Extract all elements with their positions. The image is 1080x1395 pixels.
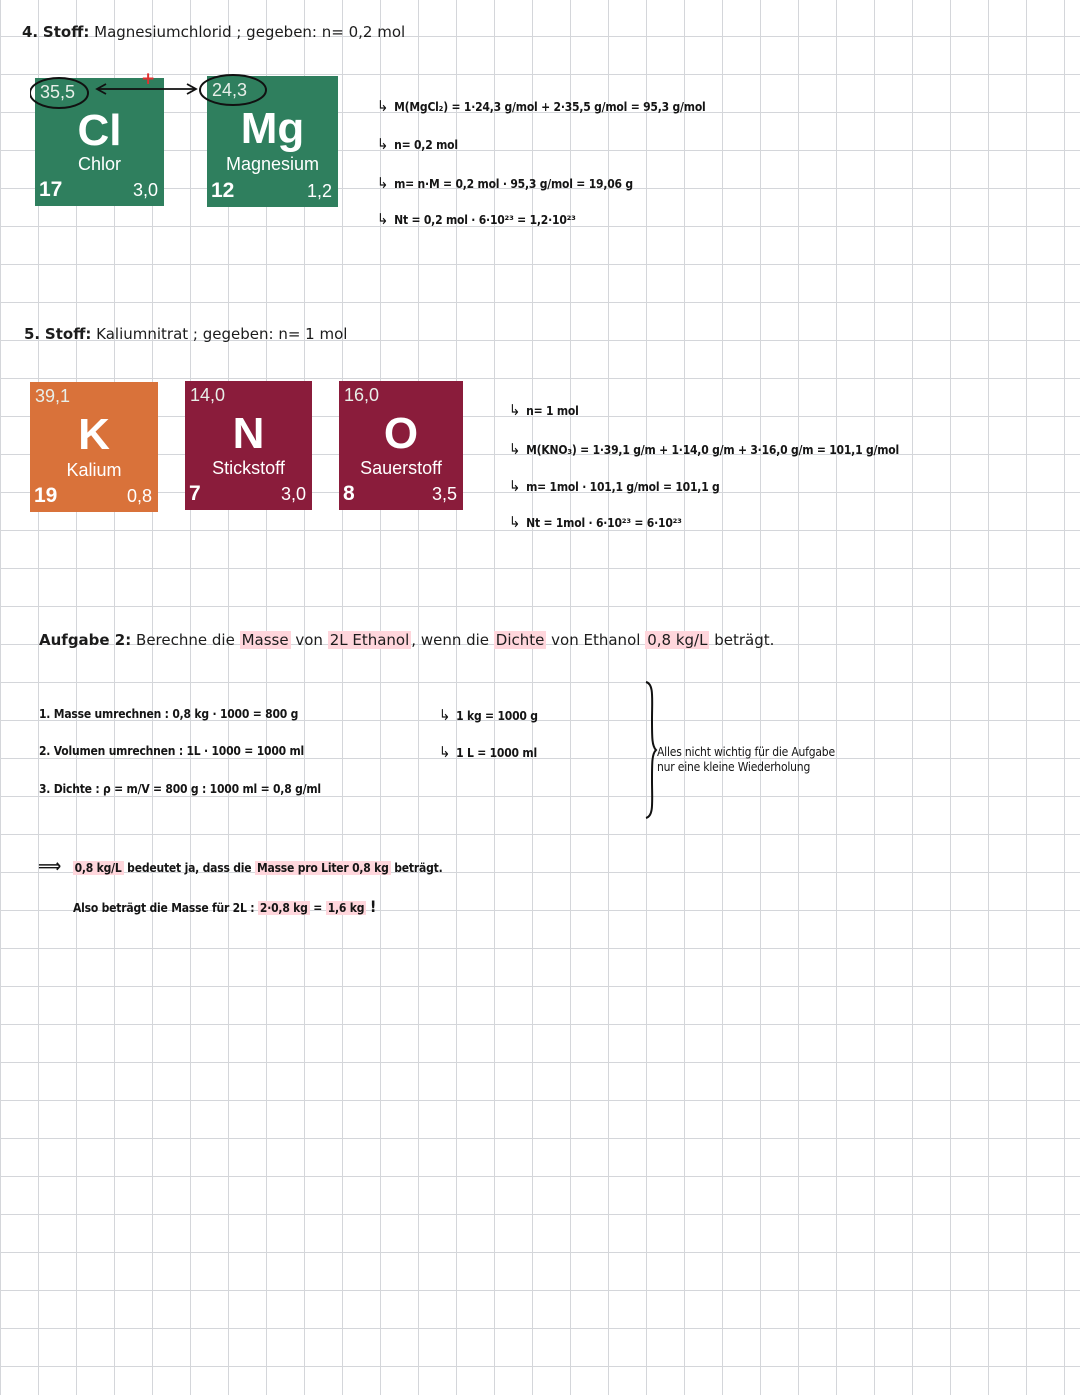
hook-arrow-icon: ↳ (509, 477, 521, 495)
calc-line: ↳ M(MgCl₂) = 1·24,3 g/mol + 2·35,5 g/mol = 95,3 g/mol (377, 97, 706, 115)
element-name: Sauerstoff (360, 458, 442, 478)
element-name: Kalium (66, 460, 122, 480)
element-tile-nitrogen (185, 381, 312, 510)
element-symbol: Cl (77, 106, 122, 155)
element-name: Chlor (77, 154, 121, 174)
atomic-mass: 39,1 (35, 386, 71, 406)
element-tile-oxygen (339, 381, 463, 510)
hook-arrow-icon: ↳ (509, 440, 521, 458)
conclusion-line: ⟹ 0,8 kg/L bedeutet ja, dass die Masse pro Liter 0,8 kg beträgt. (38, 856, 443, 877)
element-symbol: O (383, 409, 419, 458)
step-line: 3. Dichte : ρ = m/V = 800 g : 1000 ml = 0,8 g/ml (39, 782, 321, 796)
electronegativity: 3,5 (431, 484, 457, 504)
atomic-number: 19 (34, 484, 58, 507)
calc-line: ↳ m= n·M = 0,2 mol · 95,3 g/mol = 19,06 g (377, 174, 633, 192)
hook-arrow-icon: ↳ (509, 513, 521, 531)
atomic-number: 17 (39, 178, 63, 201)
electronegativity: 0,8 (126, 486, 152, 506)
atomic-number: 8 (343, 482, 355, 505)
hook-arrow-icon: ↳ (377, 210, 389, 228)
hook-arrow-icon: ↳ (377, 97, 389, 115)
plus-sign: + (141, 69, 156, 89)
electronegativity: 3,0 (280, 484, 306, 504)
side-note: Alles nicht wichtig für die Aufgabe nur eine kleine Wiederholung (657, 745, 835, 774)
calc-line: ↳ M(KNO₃) = 1·39,1 g/m + 1·14,0 g/m + 3·16,0 g/m = 101,1 g/mol (509, 440, 899, 458)
calc-line: ↳ Nt = 0,2 mol · 6·10²³ = 1,2·10²³ (377, 210, 576, 228)
element-symbol: K (78, 410, 110, 459)
implies-arrow-icon: ⟹ (38, 856, 62, 877)
calc-line: ↳ Nt = 1mol · 6·10²³ = 6·10²³ (509, 513, 682, 531)
section-5-heading: 5. Stoff: Kaliumnitrat ; gegeben: n= 1 mol (24, 325, 348, 343)
electronegativity: 1,2 (306, 181, 332, 201)
calc-line: ↳ m= 1mol · 101,1 g/mol = 101,1 g (509, 477, 720, 495)
atomic-mass: 35,5 (40, 82, 76, 102)
answer-line: Also beträgt die Masse für 2L : 2·0,8 kg = 1,6 kg ! (73, 897, 377, 916)
hook-arrow-icon: ↳ (377, 135, 389, 153)
electronegativity: 3,0 (132, 180, 158, 200)
hook-arrow-icon: ↳ (509, 401, 521, 419)
element-symbol: N (232, 409, 265, 458)
conversion-line: ↳ 1 kg = 1000 g (439, 706, 538, 724)
calc-line: ↳ n= 0,2 mol (377, 135, 458, 153)
element-symbol: Mg (240, 104, 305, 153)
hook-arrow-icon: ↳ (439, 706, 451, 724)
element-name: Stickstoff (212, 458, 285, 478)
atomic-mass: 14,0 (190, 385, 226, 405)
atomic-mass: 16,0 (344, 385, 380, 405)
atomic-mass: 24,3 (212, 80, 248, 100)
atomic-number: 12 (211, 179, 235, 202)
atomic-number: 7 (189, 482, 201, 505)
conversion-line: ↳ 1 L = 1000 ml (439, 743, 537, 761)
element-tile-potassium (30, 382, 158, 512)
step-line: 1. Masse umrechnen : 0,8 kg · 1000 = 800 g (39, 707, 299, 721)
task-2-prompt: Aufgabe 2: Berechne die Masse von 2L Ethanol , wenn die Dichte von Ethanol 0,8 kg/L beträgt. (39, 631, 775, 649)
hook-arrow-icon: ↳ (377, 174, 389, 192)
element-name: Magnesium (225, 154, 320, 174)
section-4-heading: 4. Stoff: Magnesiumchlorid ; gegeben: n= 0,2 mol (22, 23, 406, 41)
step-line: 2. Volumen umrechnen : 1L · 1000 = 1000 ml (39, 744, 305, 758)
hook-arrow-icon: ↳ (439, 743, 451, 761)
calc-line: ↳ n= 1 mol (509, 401, 579, 419)
